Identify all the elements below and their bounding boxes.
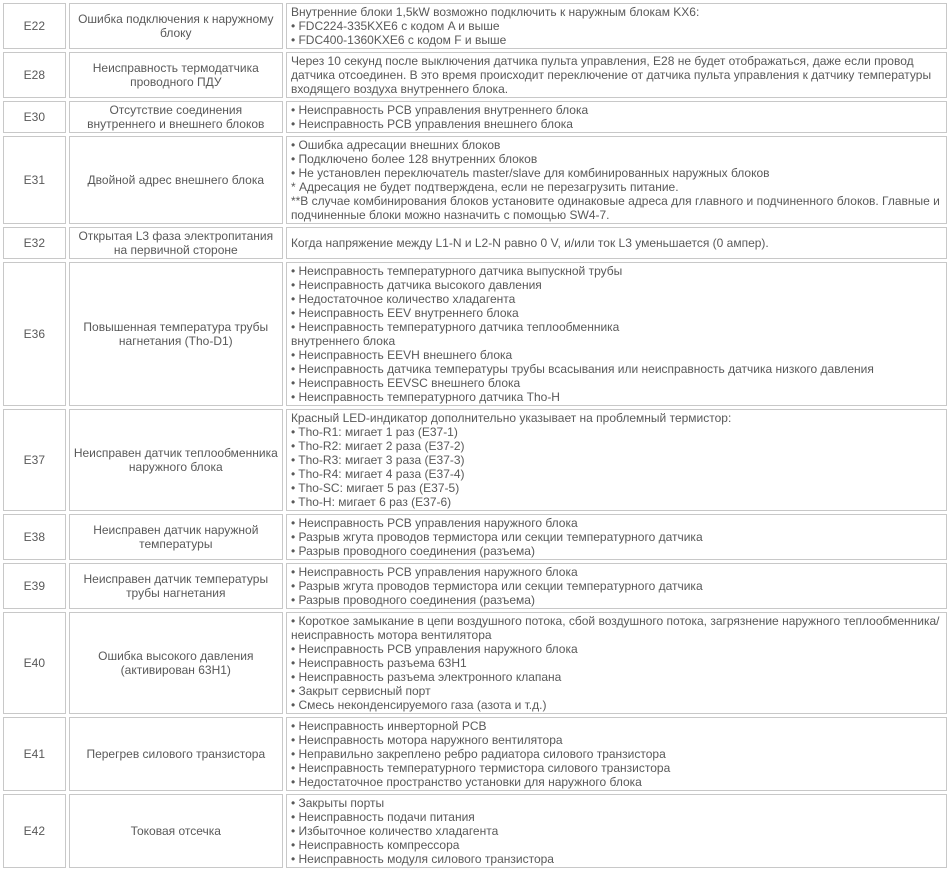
detail-line: • Tho-R1: мигает 1 раз (E37-1) bbox=[290, 425, 458, 439]
error-details-cell bbox=[286, 563, 947, 609]
detail-line: • Избыточное количество хладагента bbox=[290, 824, 499, 838]
error-description-cell: Токовая отсечка bbox=[69, 794, 283, 868]
detail-line: • Неисправность EEVSC внешнего блока bbox=[290, 376, 521, 390]
detail-line: внутреннего блока bbox=[290, 334, 396, 348]
detail-line: • FDC400-1360KXE6 с кодом F и выше bbox=[290, 33, 507, 47]
error-code-cell: E31 bbox=[3, 136, 66, 224]
error-description-cell: Открытая L3 фаза электропитания на первичной стороне bbox=[69, 227, 283, 259]
table-row bbox=[3, 227, 947, 259]
table-row bbox=[3, 101, 947, 133]
table-row bbox=[3, 794, 947, 868]
detail-line: • Разрыв жгута проводов термистора или секции температурного датчика bbox=[290, 579, 703, 593]
detail-line: • Неисправность PCB управления наружного блока bbox=[290, 516, 578, 530]
error-details-cell bbox=[286, 794, 947, 868]
detail-line: • Неисправность EEV внутреннего блока bbox=[290, 306, 519, 320]
table-row bbox=[3, 136, 947, 224]
error-details-cell bbox=[286, 3, 947, 49]
error-code-cell: E36 bbox=[3, 262, 66, 406]
detail-line: • Закрыт сервисный порт bbox=[290, 684, 431, 698]
error-code-cell: E22 bbox=[3, 3, 66, 49]
error-details-cell bbox=[286, 136, 947, 224]
table-row bbox=[3, 409, 947, 511]
detail-line: • Неисправность PCB управления наружного блока bbox=[290, 642, 578, 656]
detail-line: Красный LED-индикатор дополнительно указывает на проблемный термистор: bbox=[290, 411, 732, 425]
detail-line: • Ошибка адресации внешних блоков bbox=[290, 138, 501, 152]
table-row bbox=[3, 262, 947, 406]
detail-line: • Неисправность PCB управления наружного блока bbox=[290, 565, 578, 579]
detail-line: • Короткое замыкание в цепи воздушного потока, сбой воздушного потока, загрязнение наружного теплообменника/неисправность мотора вентилятора bbox=[290, 614, 940, 642]
detail-line: • Неисправность разъема 63H1 bbox=[290, 656, 467, 670]
error-code-cell: E41 bbox=[3, 717, 66, 791]
detail-line: • Разрыв проводного соединения (разъема) bbox=[290, 544, 535, 558]
detail-line: • Неисправность инверторной PCB bbox=[290, 719, 487, 733]
table-row bbox=[3, 612, 947, 714]
error-code-cell: E38 bbox=[3, 514, 66, 560]
detail-line: • Tho-H: мигает 6 раз (E37-6) bbox=[290, 495, 452, 509]
detail-line: • Неисправность температурного датчика Tho-H bbox=[290, 390, 560, 404]
table-row bbox=[3, 514, 947, 560]
detail-line: • Недостаточное пространство установки для наружного блока bbox=[290, 775, 642, 789]
error-description-cell: Перегрев силового транзистора bbox=[69, 717, 283, 791]
detail-line: • Tho-R2: мигает 2 раза (E37-2) bbox=[290, 439, 465, 453]
error-code-cell: E30 bbox=[3, 101, 66, 133]
detail-line: • Разрыв проводного соединения (разъема) bbox=[290, 593, 535, 607]
detail-line: • Неисправность температурного датчика теплообменника bbox=[290, 320, 620, 334]
detail-line: • Неисправность температурного датчика выпускной трубы bbox=[290, 264, 623, 278]
detail-line: • Неисправность EEVH внешнего блока bbox=[290, 348, 513, 362]
table-row bbox=[3, 52, 947, 98]
detail-line: Через 10 секунд после выключения датчика пульта управления, E28 не будет отображаться, даже если провод датчика отсоединен. В это время происходит переключение от датчика пульта управления к датчику температуры входящего воздуха внутреннего блока. bbox=[290, 54, 932, 96]
table-row bbox=[3, 3, 947, 49]
error-details-cell bbox=[286, 612, 947, 714]
detail-line: • FDC224-335KXE6 с кодом A и выше bbox=[290, 19, 500, 33]
error-description-cell: Повышенная температура трубы нагнетания (Tho-D1) bbox=[69, 262, 283, 406]
detail-line: • Смесь неконденсируемого газа (азота и т.д.) bbox=[290, 698, 547, 712]
detail-line: • Неисправность температурного термистора силового транзистора bbox=[290, 761, 671, 775]
detail-line: • Tho-R3: мигает 3 раза (E37-3) bbox=[290, 453, 465, 467]
detail-line: • Неисправность PCB управления внутреннего блока bbox=[290, 103, 589, 117]
detail-line: • Не установлен переключатель master/slave для комбинированных наружных блоков bbox=[290, 166, 770, 180]
error-description-cell: Неисправен датчик температуры трубы нагнетания bbox=[69, 563, 283, 609]
table-row bbox=[3, 717, 947, 791]
detail-line: Внутренние блоки 1,5kW возможно подключить к наружным блокам KX6: bbox=[290, 5, 700, 19]
detail-line: • Неисправность компрессора bbox=[290, 838, 460, 852]
detail-line: • Неисправность разъема электронного клапана bbox=[290, 670, 562, 684]
detail-line: • Разрыв жгута проводов термистора или секции температурного датчика bbox=[290, 530, 703, 544]
error-description-cell: Отсутствие соединения внутреннего и внешнего блоков bbox=[69, 101, 283, 133]
error-description-cell: Ошибка высокого давления (активирован 63H1) bbox=[69, 612, 283, 714]
detail-line: • Неисправность мотора наружного вентилятора bbox=[290, 733, 563, 747]
error-description-cell: Ошибка подключения к наружному блоку bbox=[69, 3, 283, 49]
error-code-cell: E37 bbox=[3, 409, 66, 511]
error-description-cell: Неисправен датчик наружной температуры bbox=[69, 514, 283, 560]
error-description-cell: Неисправность термодатчика проводного ПДУ bbox=[69, 52, 283, 98]
detail-line: • Неисправность датчика высокого давления bbox=[290, 278, 542, 292]
detail-line: • Неисправность PCB управления внешнего блока bbox=[290, 117, 573, 131]
detail-line: • Неисправность модуля силового транзистора bbox=[290, 852, 554, 866]
error-code-cell: E42 bbox=[3, 794, 66, 868]
detail-line: • Tho-SC: мигает 5 раз (E37-5) bbox=[290, 481, 460, 495]
error-details-cell bbox=[286, 262, 947, 406]
error-details-cell bbox=[286, 52, 947, 98]
detail-line: * Адресация не будет подтверждена, если не перезагрузить питание. bbox=[290, 180, 679, 194]
detail-line: • Неисправность датчика температуры трубы всасывания или неисправность датчика низкого давления bbox=[290, 362, 874, 376]
detail-line: • Закрыты порты bbox=[290, 796, 385, 810]
detail-line: • Подключено более 128 внутренних блоков bbox=[290, 152, 538, 166]
error-code-cell: E40 bbox=[3, 612, 66, 714]
detail-line: Когда напряжение между L1-N и L2-N равно 0 V, и/или ток L3 уменьшается (0 ампер). bbox=[290, 236, 769, 250]
error-code-cell: E39 bbox=[3, 563, 66, 609]
detail-line: • Неправильно закреплено ребро радиатора силового транзистора bbox=[290, 747, 666, 761]
error-details-cell bbox=[286, 514, 947, 560]
error-code-cell: E28 bbox=[3, 52, 66, 98]
error-details-cell bbox=[286, 409, 947, 511]
error-code-cell: E32 bbox=[3, 227, 66, 259]
error-description-cell: Неисправен датчик теплообменника наружного блока bbox=[69, 409, 283, 511]
detail-line: • Недостаточное количество хладагента bbox=[290, 292, 516, 306]
detail-line: • Неисправность подачи питания bbox=[290, 810, 475, 824]
error-code-table-body bbox=[3, 0, 947, 868]
detail-line: • Tho-R4: мигает 4 раза (E37-4) bbox=[290, 467, 465, 481]
table-row bbox=[3, 563, 947, 609]
error-description-cell: Двойной адрес внешнего блока bbox=[69, 136, 283, 224]
error-details-cell bbox=[286, 717, 947, 791]
detail-line: **В случае комбинирования блоков установите одинаковые адреса для главного и подчиненного блоков. Главные и подчиненные блоки можно назначить с помощью SW4-7. bbox=[290, 194, 940, 222]
error-details-cell bbox=[286, 227, 947, 259]
error-details-cell bbox=[286, 101, 947, 133]
